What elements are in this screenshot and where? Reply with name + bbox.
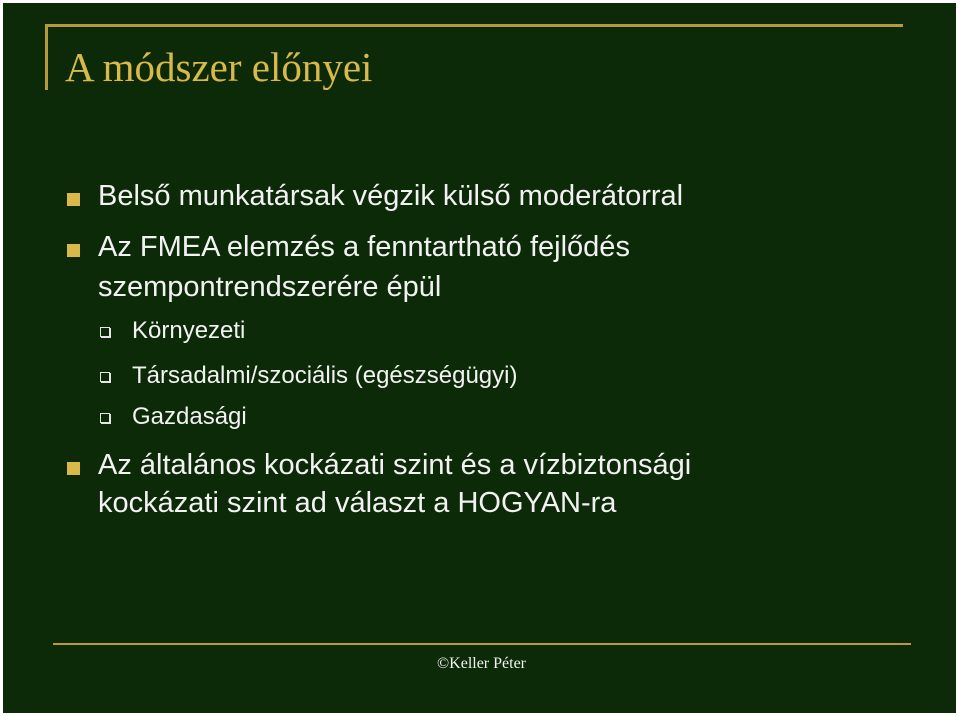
sub-item-kornyezeti: Környezeti: [132, 317, 246, 344]
footer-rule: [53, 643, 911, 645]
hollow-square-bullet-icon: [100, 413, 110, 423]
bullet-item-3-line-1: Az általános kockázati szint és a vízbiztonsági: [98, 449, 692, 481]
square-bullet-icon: [67, 244, 80, 257]
sub-item-gazdasagi: Gazdasági: [132, 403, 247, 430]
square-bullet-icon: [67, 193, 80, 206]
footer-copyright: ©Keller Péter: [437, 655, 527, 672]
bullet-item-2-line-1: Az FMEA elemzés a fenntartható fejlődés: [98, 231, 630, 263]
bullet-item-2-line-2: szempontrendszerére épül: [98, 271, 442, 303]
slide: [3, 3, 956, 713]
square-bullet-icon: [67, 462, 80, 475]
bullet-item-1: Belső munkatársak végzik külső moderátorral: [98, 180, 684, 212]
bullet-item-3-line-2: kockázati szint ad választ a HOGYAN-ra: [98, 487, 617, 519]
hollow-square-bullet-icon: [100, 327, 110, 337]
bullet-list: [3, 3, 956, 643]
slide-title: A módszer előnyei: [65, 44, 373, 90]
sub-item-tarsadalmi: Társadalmi/szociális (egészségügyi): [132, 362, 518, 389]
hollow-square-bullet-icon: [100, 372, 110, 382]
